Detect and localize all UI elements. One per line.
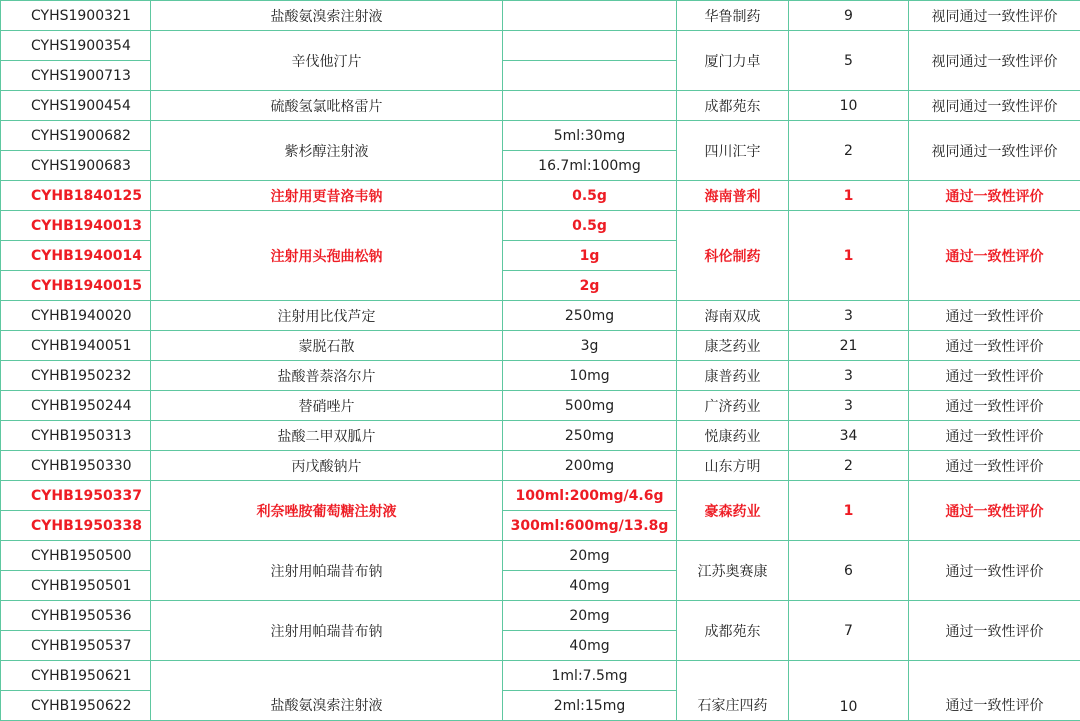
company-count: 3 (789, 361, 909, 391)
company-count: 2 (789, 121, 909, 181)
company-name: 豪森药业 (677, 481, 789, 541)
table-row (1, 1, 1080, 31)
evaluation-status: 视同通过一致性评价 (909, 1, 1080, 31)
evaluation-status: 通过一致性评价 (909, 211, 1080, 301)
table-row (1, 361, 1080, 391)
acceptance-number: CYHS1900454 (1, 91, 151, 121)
drug-spec: 0.5g (503, 211, 677, 241)
company-name: 科伦制药 (677, 211, 789, 301)
company-name: 成都苑东 (677, 91, 789, 121)
drug-spec: 10mg (503, 361, 677, 391)
company-name: 悦康药业 (677, 421, 789, 451)
company-name: 厦门力卓 (677, 31, 789, 91)
drug-name: 蒙脱石散 (151, 331, 503, 361)
table-row (1, 31, 1080, 61)
evaluation-status: 通过一致性评价 (909, 451, 1080, 481)
company-name: 江苏奥赛康 (677, 541, 789, 601)
table-row-highlighted (1, 481, 1080, 511)
evaluation-status: 视同通过一致性评价 (909, 31, 1080, 91)
drug-spec: 1g (503, 241, 677, 271)
drug-name: 盐酸普萘洛尔片 (151, 361, 503, 391)
drug-name: 注射用更昔洛韦钠 (151, 181, 503, 211)
table-row (1, 391, 1080, 421)
acceptance-number: CYHB1940015 (1, 271, 151, 301)
drug-spec: 3g (503, 331, 677, 361)
evaluation-status: 通过一致性评价 (909, 391, 1080, 421)
acceptance-number: CYHB1950244 (1, 391, 151, 421)
table-row (1, 121, 1080, 151)
company-name: 石家庄四药 (677, 661, 789, 721)
company-name: 四川汇宇 (677, 121, 789, 181)
drug-name: 盐酸氨溴索注射液 (151, 1, 503, 31)
table-row (1, 331, 1080, 361)
drug-name: 注射用比伐芦定 (151, 301, 503, 331)
drug-spec: 300ml:600mg/13.8g (503, 511, 677, 541)
acceptance-number: CYHB1950232 (1, 361, 151, 391)
acceptance-number: CYHB1950536 (1, 601, 151, 631)
drug-spec: 20mg (503, 541, 677, 571)
company-count: 2 (789, 451, 909, 481)
company-count: 10 (789, 91, 909, 121)
acceptance-number: CYHB1940014 (1, 241, 151, 271)
evaluation-status: 通过一致性评价 (909, 421, 1080, 451)
company-name: 康普药业 (677, 361, 789, 391)
drug-spec: 16.7ml:100mg (503, 151, 677, 181)
drug-spec: 250mg (503, 301, 677, 331)
company-count: 3 (789, 301, 909, 331)
drug-spec: 100ml:200mg/4.6g (503, 481, 677, 511)
company-name: 华鲁制药 (677, 1, 789, 31)
table-row-highlighted (1, 181, 1080, 211)
evaluation-status: 通过一致性评价 (909, 361, 1080, 391)
evaluation-status: 通过一致性评价 (909, 301, 1080, 331)
drug-name: 替硝唑片 (151, 391, 503, 421)
drug-spec: 20mg (503, 601, 677, 631)
evaluation-status: 通过一致性评价 (909, 181, 1080, 211)
acceptance-number: CYHB1950537 (1, 631, 151, 661)
acceptance-number: CYHB1950330 (1, 451, 151, 481)
drug-name: 利奈唑胺葡萄糖注射液 (151, 481, 503, 541)
drug-spec: 250mg (503, 421, 677, 451)
acceptance-number: CYHB1840125 (1, 181, 151, 211)
company-name: 广济药业 (677, 391, 789, 421)
drug-spec (503, 1, 677, 31)
company-count: 1 (789, 211, 909, 301)
evaluation-status: 视同通过一致性评价 (909, 91, 1080, 121)
drug-spec (503, 31, 677, 61)
table-row (1, 91, 1080, 121)
company-name: 康芝药业 (677, 331, 789, 361)
company-count: 3 (789, 391, 909, 421)
acceptance-number: CYHS1900682 (1, 121, 151, 151)
evaluation-status: 通过一致性评价 (909, 331, 1080, 361)
acceptance-number: CYHB1950337 (1, 481, 151, 511)
table-row (1, 601, 1080, 631)
acceptance-number: CYHB1940013 (1, 211, 151, 241)
acceptance-number: CYHB1950622 (1, 691, 151, 721)
acceptance-number: CYHS1900713 (1, 61, 151, 91)
drug-spec: 40mg (503, 571, 677, 601)
drug-name: 硫酸氢氯吡格雷片 (151, 91, 503, 121)
company-count: 6 (789, 541, 909, 601)
acceptance-number: CYHB1950313 (1, 421, 151, 451)
table-row-highlighted (1, 211, 1080, 241)
drug-name: 盐酸二甲双胍片 (151, 421, 503, 451)
drug-spec: 40mg (503, 631, 677, 661)
drug-name: 辛伐他汀片 (151, 31, 503, 91)
evaluation-status: 通过一致性评价 (909, 541, 1080, 601)
drug-spec: 5ml:30mg (503, 121, 677, 151)
drug-spec (503, 61, 677, 91)
table-row (1, 421, 1080, 451)
table-row (1, 661, 1080, 691)
company-name: 海南双成 (677, 301, 789, 331)
evaluation-status: 通过一致性评价 (909, 601, 1080, 661)
table-row (1, 301, 1080, 331)
acceptance-number: CYHB1950501 (1, 571, 151, 601)
drug-spec: 0.5g (503, 181, 677, 211)
acceptance-number: CYHS1900354 (1, 31, 151, 61)
company-count: 10 (789, 661, 909, 721)
drug-spec: 2ml:15mg (503, 691, 677, 721)
company-count: 1 (789, 181, 909, 211)
drug-spec: 1ml:7.5mg (503, 661, 677, 691)
acceptance-number: CYHS1900321 (1, 1, 151, 31)
company-count: 9 (789, 1, 909, 31)
drug-name: 紫杉醇注射液 (151, 121, 503, 181)
acceptance-number: CYHB1940020 (1, 301, 151, 331)
company-count: 5 (789, 31, 909, 91)
drug-spec (503, 91, 677, 121)
drug-name: 丙戊酸钠片 (151, 451, 503, 481)
drug-spec: 500mg (503, 391, 677, 421)
company-count: 7 (789, 601, 909, 661)
acceptance-number: CYHB1950338 (1, 511, 151, 541)
company-count: 21 (789, 331, 909, 361)
company-count: 34 (789, 421, 909, 451)
acceptance-number: CYHB1950621 (1, 661, 151, 691)
drug-spec: 200mg (503, 451, 677, 481)
acceptance-number: CYHB1950500 (1, 541, 151, 571)
acceptance-number: CYHS1900683 (1, 151, 151, 181)
company-name: 海南普利 (677, 181, 789, 211)
evaluation-status: 视同通过一致性评价 (909, 121, 1080, 181)
drug-name: 注射用帕瑞昔布钠 (151, 601, 503, 661)
evaluation-status: 通过一致性评价 (909, 481, 1080, 541)
table-row (1, 451, 1080, 481)
acceptance-number: CYHB1940051 (1, 331, 151, 361)
company-name: 成都苑东 (677, 601, 789, 661)
evaluation-status: 通过一致性评价 (909, 661, 1080, 721)
drug-name: 注射用头孢曲松钠 (151, 211, 503, 301)
company-count: 1 (789, 481, 909, 541)
drug-name: 注射用帕瑞昔布钠 (151, 541, 503, 601)
company-name: 山东方明 (677, 451, 789, 481)
table-row (1, 541, 1080, 571)
drug-name: 盐酸氨溴索注射液 (151, 661, 503, 721)
drug-spec: 2g (503, 271, 677, 301)
